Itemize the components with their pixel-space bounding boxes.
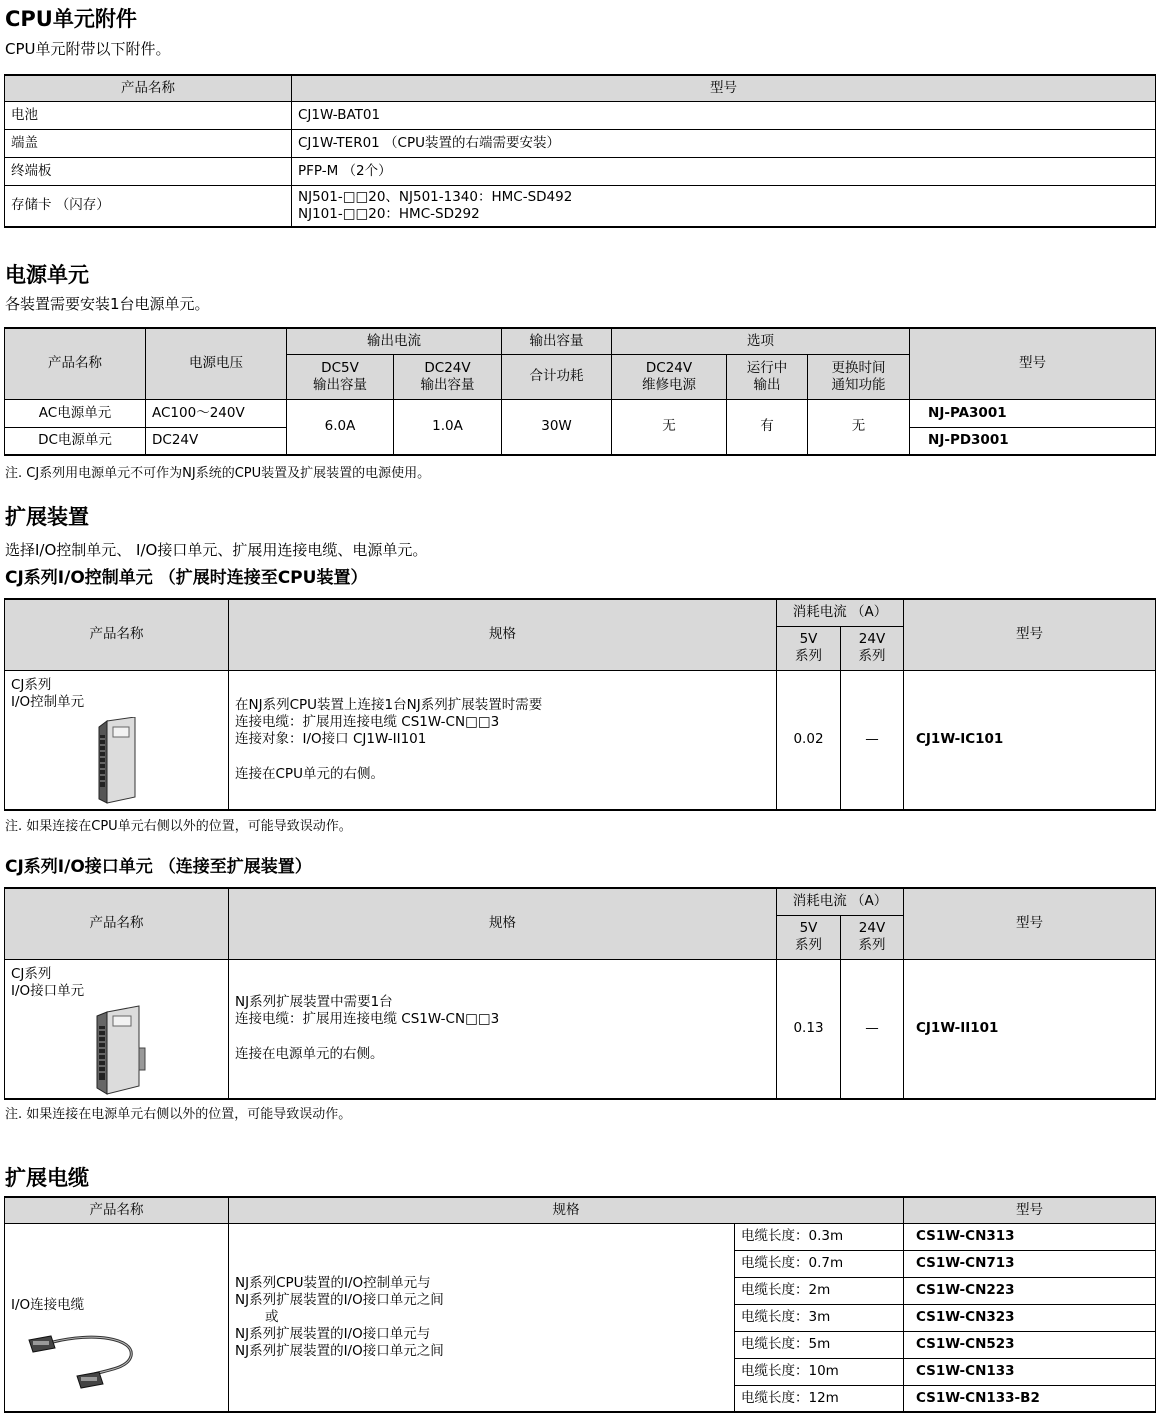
spec-line: 连接对象：I/O接口 CJ1W-II101 xyxy=(235,730,427,747)
col-header-model: 型号 xyxy=(904,1197,1156,1223)
col-header-dc5v xyxy=(287,354,394,399)
model-cell xyxy=(292,185,1156,227)
col-header-spec: 规格 xyxy=(229,888,777,959)
product-name-line: CJ系列 xyxy=(11,965,52,982)
power-unit-intro: 各装置需要安装1台电源单元。 xyxy=(5,295,210,313)
spec-line: 连接在CPU单元的右侧。 xyxy=(235,765,384,782)
header-line: 系列 xyxy=(858,937,886,953)
col-header-output-capacity: 输出容量 xyxy=(502,328,612,354)
col-header-product-name: 产品名称 xyxy=(5,328,146,399)
spec-cell xyxy=(229,670,777,810)
spec-line: 在NJ系列CPU装置上连接1台NJ系列扩展装置时需要 xyxy=(235,696,543,713)
spec-line: NJ系列CPU装置的I/O控制单元与 xyxy=(235,1274,431,1291)
col-header-5v xyxy=(777,915,841,959)
model-cell: CS1W-CN323 xyxy=(904,1304,1156,1331)
product-name-cell: 终端板 xyxy=(5,157,292,185)
model-cell: CJ1W-BAT01 xyxy=(292,101,1156,129)
table-row xyxy=(5,185,1156,227)
model-cell: CS1W-CN223 xyxy=(904,1277,1156,1304)
col-header-run-output xyxy=(727,354,808,399)
header-line: 24V xyxy=(858,631,886,647)
cable-length-cell: 电缆长度：3m xyxy=(735,1304,904,1331)
product-name-line: I/O连接电缆 xyxy=(11,1297,85,1314)
header-line: 系列 xyxy=(795,937,822,953)
header-line: 输出容量 xyxy=(420,376,475,393)
table-row xyxy=(5,1223,1156,1250)
cpu-accessories-table xyxy=(4,74,1156,228)
io-interface-title: CJ系列I/O接口单元 （连接至扩展装置） xyxy=(5,857,312,877)
expansion-title: 扩展装置 xyxy=(5,505,89,529)
header-line: 维修电源 xyxy=(642,376,696,393)
col-header-replacement-notice xyxy=(808,354,910,399)
cable-title: 扩展电缆 xyxy=(5,1166,89,1190)
spec-cell xyxy=(229,1223,735,1412)
product-name-cell: 存储卡 （闪存） xyxy=(5,185,292,227)
expansion-intro: 选择I/O控制单元、 I/O接口单元、扩展用连接电缆、电源单元。 xyxy=(5,541,428,559)
io-control-title: CJ系列I/O控制单元 （扩展时连接至CPU装置） xyxy=(5,568,368,588)
cable-icon xyxy=(23,1330,143,1392)
header-line: 5V xyxy=(799,920,818,936)
model-cell: CJ1W-IC101 xyxy=(904,670,1156,810)
io-interface-unit-icon xyxy=(89,1004,149,1096)
model-cell: NJ-PA3001 xyxy=(910,399,1156,427)
spec-line: 连接在电源单元的右侧。 xyxy=(235,1046,384,1063)
run-output-cell: 有 xyxy=(727,399,808,455)
spec-line: 连接电缆：扩展用连接电缆 CS1W-CN□□3 xyxy=(235,713,500,730)
spec-line: 或 xyxy=(265,1308,279,1325)
model-cell: CS1W-CN133 xyxy=(904,1358,1156,1385)
product-name-line: I/O接口单元 xyxy=(11,982,85,999)
col-header-model: 型号 xyxy=(904,599,1156,670)
cpu-accessories-title: CPU单元附件 xyxy=(5,7,137,31)
col-header-total-power: 合计功耗 xyxy=(502,354,612,399)
header-line: 输出 xyxy=(753,376,781,393)
header-line: DC5V xyxy=(321,359,359,376)
cable-table xyxy=(4,1196,1156,1413)
table-row xyxy=(5,129,1156,157)
cable-length-cell: 电缆长度：0.7m xyxy=(735,1250,904,1277)
header-line: 24V xyxy=(858,920,886,936)
io-interface-note: 注. 如果连接在电源单元右侧以外的位置，可能导致误动作。 xyxy=(5,1107,352,1122)
product-name-cell xyxy=(5,959,229,1099)
power-unit-table xyxy=(4,327,1156,456)
table-row xyxy=(5,157,1156,185)
spec-line: NJ系列扩展装置中需要1台 xyxy=(235,994,393,1011)
product-name-cell: 端盖 xyxy=(5,129,292,157)
io-interface-table xyxy=(4,887,1156,1100)
col-header-dc24v xyxy=(394,354,502,399)
replacement-notice-cell: 无 xyxy=(808,399,910,455)
cable-length-cell: 电缆长度：12m xyxy=(735,1385,904,1412)
header-line: 5V xyxy=(799,631,818,647)
table-row xyxy=(5,399,1156,427)
model-cell: CS1W-CN523 xyxy=(904,1331,1156,1358)
maintenance-power-cell: 无 xyxy=(612,399,727,455)
col-header-24v xyxy=(841,626,904,670)
cable-length-cell: 电缆长度：2m xyxy=(735,1277,904,1304)
cpu-accessories-intro: CPU单元附带以下附件。 xyxy=(5,40,171,58)
col-header-product-name: 产品名称 xyxy=(5,1197,229,1223)
col-header-model: 型号 xyxy=(910,328,1156,399)
total-power-cell: 30W xyxy=(502,399,612,455)
col-header-current: 消耗电流 （A） xyxy=(777,599,904,626)
product-name-cell xyxy=(5,670,229,810)
col-header-product-name: 产品名称 xyxy=(5,75,292,101)
col-header-maintenance-power xyxy=(612,354,727,399)
product-name-cell: 电池 xyxy=(5,101,292,129)
cable-length-cell: 电缆长度：0.3m xyxy=(735,1223,904,1250)
col-header-spec: 规格 xyxy=(229,1197,904,1223)
model-line-1: NJ501-□□20、NJ501-1340：HMC-SD492 xyxy=(298,188,573,205)
io-control-unit-icon xyxy=(91,717,141,805)
current-5v-cell: 0.13 xyxy=(777,959,841,1099)
current-24v-cell: — xyxy=(841,959,904,1099)
voltage-cell: AC100～240V xyxy=(146,399,287,427)
current-5v-cell: 0.02 xyxy=(777,670,841,810)
col-header-current: 消耗电流 （A） xyxy=(777,888,904,915)
cable-length-cell: 电缆长度：5m xyxy=(735,1331,904,1358)
product-name-line: I/O控制单元 xyxy=(11,693,85,710)
table-row xyxy=(5,101,1156,129)
col-header-output-current: 输出电流 xyxy=(287,328,502,354)
col-header-5v xyxy=(777,626,841,670)
spec-line: NJ系列扩展装置的I/O接口单元之间 xyxy=(235,1291,444,1308)
power-unit-title: 电源单元 xyxy=(5,263,89,287)
model-cell: PFP-M （2个） xyxy=(292,157,1156,185)
col-header-24v xyxy=(841,915,904,959)
product-name-cell: DC电源单元 xyxy=(5,427,146,455)
dc24v-cell: 1.0A xyxy=(394,399,502,455)
table-row xyxy=(5,959,1156,1099)
col-header-options: 选项 xyxy=(612,328,910,354)
header-line: 运行中 xyxy=(746,359,788,376)
model-cell: NJ-PD3001 xyxy=(910,427,1156,455)
model-cell: CJ1W-TER01 （CPU装置的右端需要安装） xyxy=(292,129,1156,157)
product-name-line: CJ系列 xyxy=(11,676,52,693)
col-header-voltage: 电源电压 xyxy=(146,328,287,399)
model-cell: CS1W-CN313 xyxy=(904,1223,1156,1250)
model-cell: CS1W-CN133-B2 xyxy=(904,1385,1156,1412)
header-line: DC24V xyxy=(645,359,693,376)
voltage-cell: DC24V xyxy=(146,427,287,455)
header-line: 系列 xyxy=(795,648,822,664)
header-line: 输出容量 xyxy=(313,376,367,393)
col-header-model: 型号 xyxy=(292,75,1156,101)
io-control-table xyxy=(4,598,1156,811)
model-cell: CS1W-CN713 xyxy=(904,1250,1156,1277)
power-unit-note: 注. CJ系列用电源单元不可作为NJ系统的CPU装置及扩展装置的电源使用。 xyxy=(5,466,431,481)
spec-line: NJ系列扩展装置的I/O接口单元之间 xyxy=(235,1342,444,1359)
spec-line: NJ系列扩展装置的I/O接口单元与 xyxy=(235,1325,431,1342)
io-control-note: 注. 如果连接在CPU单元右侧以外的位置，可能导致误动作。 xyxy=(5,819,352,834)
spec-line: 连接电缆：扩展用连接电缆 CS1W-CN□□3 xyxy=(235,1011,500,1028)
header-line: 通知功能 xyxy=(831,376,886,393)
header-line: 更换时间 xyxy=(831,359,886,376)
product-name-cell: AC电源单元 xyxy=(5,399,146,427)
product-name-cell xyxy=(5,1223,229,1412)
model-cell: CJ1W-II101 xyxy=(904,959,1156,1099)
cable-length-cell: 电缆长度：10m xyxy=(735,1358,904,1385)
col-header-model: 型号 xyxy=(904,888,1156,959)
dc5v-cell: 6.0A xyxy=(287,399,394,455)
header-line: 系列 xyxy=(858,648,886,664)
table-row xyxy=(5,670,1156,810)
current-24v-cell: — xyxy=(841,670,904,810)
header-line: DC24V xyxy=(424,359,471,376)
model-line-2: NJ101-□□20：HMC-SD292 xyxy=(298,205,480,222)
spec-cell xyxy=(229,959,777,1099)
col-header-spec: 规格 xyxy=(229,599,777,670)
col-header-product-name: 产品名称 xyxy=(5,599,229,670)
col-header-product-name: 产品名称 xyxy=(5,888,229,959)
